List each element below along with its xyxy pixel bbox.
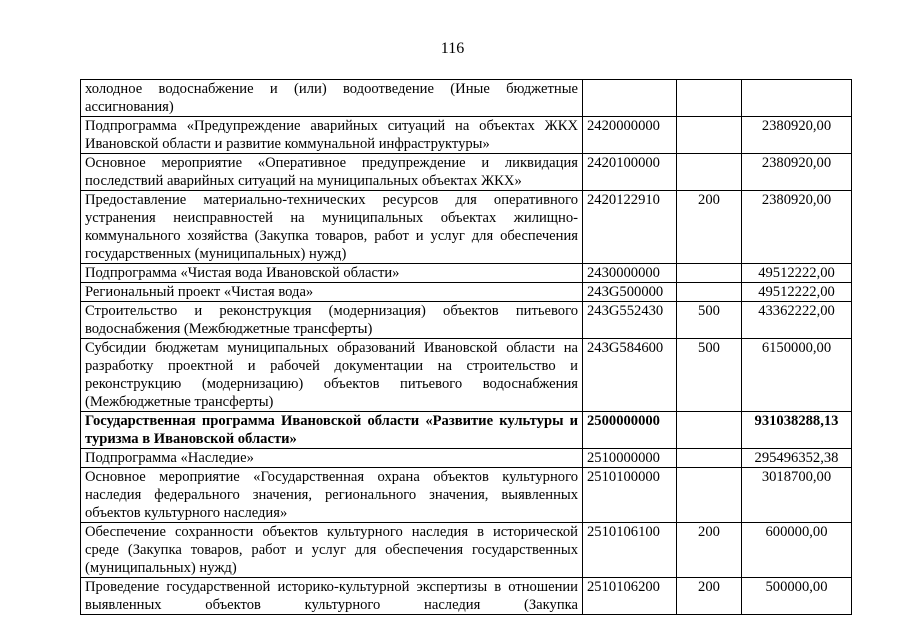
row-name-cell: Основное мероприятие «Государственная охрана объектов культурного наследия федерального значения, регионального значения, выявленных объектов культурного наследия» <box>81 468 583 523</box>
table-row <box>81 117 852 154</box>
row-code-cell: 243G584600 <box>583 339 677 412</box>
table-row <box>81 578 852 615</box>
row-amount-cell: 2380920,00 <box>742 154 852 191</box>
row-amount-cell: 49512222,00 <box>742 283 852 302</box>
row-code-cell: 2510106200 <box>583 578 677 615</box>
row-name-cell: холодное водоснабжение и (или) водоотведение (Иные бюджетные ассигнования) <box>81 80 583 117</box>
table-row <box>81 339 852 412</box>
row-code-cell: 2510106100 <box>583 523 677 578</box>
row-name-cell: Субсидии бюджетам муниципальных образований Ивановской области на разработку проектной и рабочей документации на строительство и реконструкцию (модернизацию) объектов питьевого водоснабжения (Межбюджетные трансферты) <box>81 339 583 412</box>
table-row <box>81 154 852 191</box>
row-code-cell: 2430000000 <box>583 264 677 283</box>
row-expense-type-cell <box>677 449 742 468</box>
row-code-cell: 2420122910 <box>583 191 677 264</box>
row-amount-cell: 2380920,00 <box>742 191 852 264</box>
row-code-cell: 243G500000 <box>583 283 677 302</box>
table-row <box>81 283 852 302</box>
row-name-cell: Основное мероприятие «Оперативное предупреждение и ликвидация последствий аварийных ситуаций на муниципальных объектах ЖКХ» <box>81 154 583 191</box>
table-row <box>81 302 852 339</box>
table-row <box>81 523 852 578</box>
row-amount-cell: 2380920,00 <box>742 117 852 154</box>
budget-table <box>80 79 852 615</box>
row-expense-type-cell: 200 <box>677 523 742 578</box>
row-amount-cell: 931038288,13 <box>742 412 852 449</box>
row-name-cell: Предоставление материально-технических ресурсов для оперативного устранения неисправностей на муниципальных объектах жилищно-коммунального хозяйства (Закупка товаров, работ и услуг для обеспечения государственных (муниципальных) нужд) <box>81 191 583 264</box>
row-expense-type-cell <box>677 117 742 154</box>
row-expense-type-cell <box>677 154 742 191</box>
row-code-cell: 2510000000 <box>583 449 677 468</box>
row-amount-cell: 43362222,00 <box>742 302 852 339</box>
row-amount-cell: 500000,00 <box>742 578 852 615</box>
row-code-cell: 2510100000 <box>583 468 677 523</box>
row-expense-type-cell: 200 <box>677 191 742 264</box>
row-amount-cell: 295496352,38 <box>742 449 852 468</box>
row-name-cell: Подпрограмма «Чистая вода Ивановской области» <box>81 264 583 283</box>
row-code-cell: 2420100000 <box>583 154 677 191</box>
row-code-cell: 2420000000 <box>583 117 677 154</box>
row-name-cell: Подпрограмма «Предупреждение аварийных ситуаций на объектах ЖКХ Ивановской области и развитие коммунальной инфраструктуры» <box>81 117 583 154</box>
row-expense-type-cell <box>677 80 742 117</box>
table-row <box>81 449 852 468</box>
row-name-cell: Строительство и реконструкция (модернизация) объектов питьевого водоснабжения (Межбюджетные трансферты) <box>81 302 583 339</box>
row-name-cell: Обеспечение сохранности объектов культурного наследия в исторической среде (Закупка товаров, работ и услуг для обеспечения государственных (муниципальных) нужд) <box>81 523 583 578</box>
row-name-cell: Государственная программа Ивановской области «Развитие культуры и туризма в Ивановской области» <box>81 412 583 449</box>
row-expense-type-cell <box>677 283 742 302</box>
row-amount-cell: 600000,00 <box>742 523 852 578</box>
row-name-cell: Проведение государственной историко-культурной экспертизы в отношении выявленных объектов культурного наследия (Закупка <box>81 578 583 615</box>
row-name-cell: Подпрограмма «Наследие» <box>81 449 583 468</box>
row-expense-type-cell <box>677 468 742 523</box>
table-row <box>81 412 852 449</box>
table-row <box>81 468 852 523</box>
row-amount-cell <box>742 80 852 117</box>
table-row <box>81 80 852 117</box>
row-amount-cell: 3018700,00 <box>742 468 852 523</box>
row-expense-type-cell: 500 <box>677 339 742 412</box>
row-expense-type-cell: 200 <box>677 578 742 615</box>
row-amount-cell: 49512222,00 <box>742 264 852 283</box>
row-amount-cell: 6150000,00 <box>742 339 852 412</box>
row-expense-type-cell <box>677 412 742 449</box>
row-name-cell: Региональный проект «Чистая вода» <box>81 283 583 302</box>
row-code-cell: 243G552430 <box>583 302 677 339</box>
table-row <box>81 191 852 264</box>
table-row <box>81 264 852 283</box>
row-expense-type-cell <box>677 264 742 283</box>
row-code-cell <box>583 80 677 117</box>
budget-table-body <box>81 80 852 615</box>
page-number: 116 <box>440 40 465 57</box>
row-expense-type-cell: 500 <box>677 302 742 339</box>
row-code-cell: 2500000000 <box>583 412 677 449</box>
